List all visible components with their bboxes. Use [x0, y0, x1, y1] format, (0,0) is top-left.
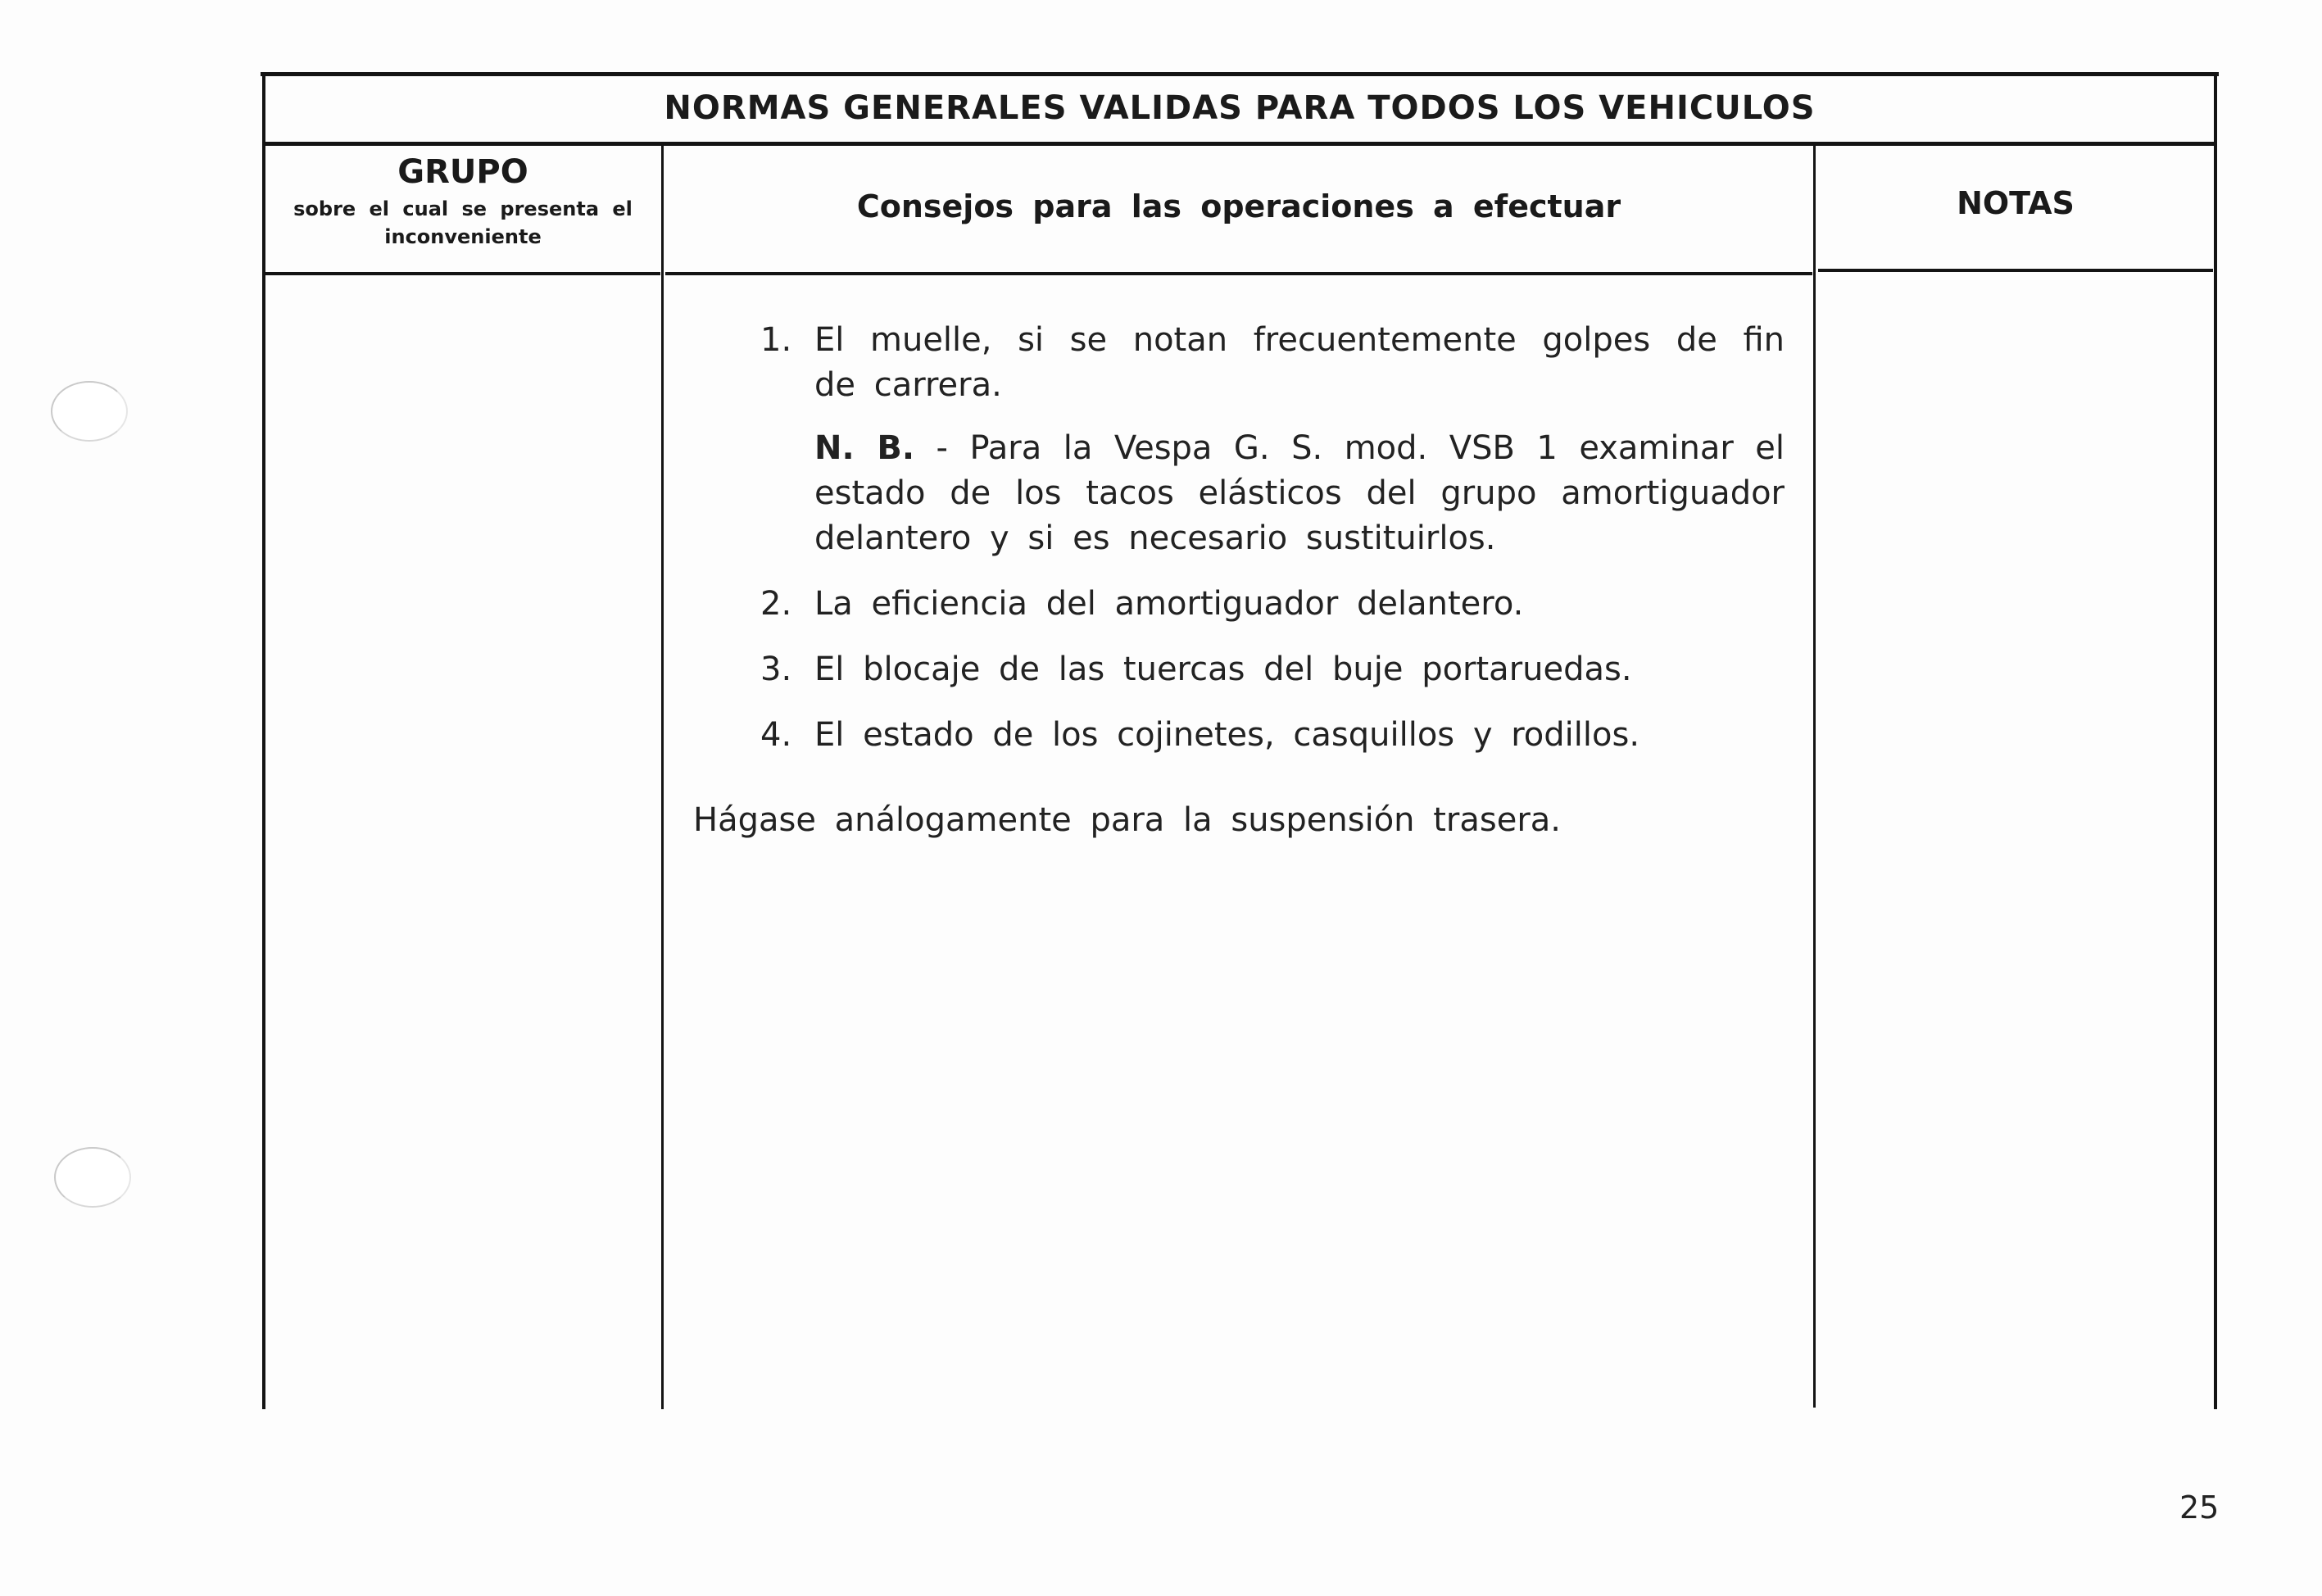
list-item-text: La eficiencia del amortiguador delantero.	[814, 585, 1524, 623]
list-item-text: El muelle, si se notan frecuentemente golpes de fin de carrera.	[814, 321, 1785, 404]
grupo-column-divider	[661, 146, 664, 1409]
notas-column-divider	[1813, 146, 1816, 1408]
list-item-number: 2.	[760, 585, 792, 623]
list-item-4	[760, 713, 1785, 758]
right-border	[2214, 72, 2217, 1409]
list-item-2	[760, 582, 1785, 627]
grupo-title: GRUPO	[397, 153, 528, 191]
list-item-text: El blocaje de las tuercas del buje portaruedas.	[814, 651, 1632, 688]
list-item-1	[760, 318, 1785, 408]
header-divider-consejos	[665, 272, 1812, 275]
column-header-consejos: Consejos para las operaciones a efectuar	[856, 188, 1621, 224]
header-divider-notas	[1818, 269, 2213, 272]
page-number: 25	[2179, 1489, 2220, 1526]
nota-bene-text: - Para la Vespa G. S. mod. VSB 1 examinar el estado de los tacos elásticos del grupo amortiguador delantero y si es necesario sustituirlos.	[814, 429, 1785, 557]
nota-bene	[814, 426, 1785, 561]
list-item-number: 1.	[760, 321, 792, 359]
nota-bene-label: N. B.	[814, 429, 915, 467]
list-item-3	[760, 647, 1785, 692]
title-divider	[264, 142, 2215, 146]
header-divider-grupo	[264, 272, 660, 275]
list-item-number: 4.	[760, 716, 792, 754]
list-item-number: 3.	[760, 651, 792, 688]
page-title: NORMAS GENERALES VALIDAS PARA TODOS LOS VEHICULOS	[664, 89, 1816, 127]
top-rule	[261, 72, 2219, 76]
binder-hole-bottom	[54, 1147, 131, 1208]
column-header-grupo	[270, 152, 655, 251]
grupo-subtitle: sobre el cual se presenta el inconveniente	[293, 197, 633, 248]
list-item-text: El estado de los cojinetes, casquillos y rodillos.	[814, 716, 1640, 754]
column-header-notas: NOTAS	[1957, 185, 2075, 221]
closing-instruction: Hágase análogamente para la suspensión trasera.	[693, 801, 1562, 839]
binder-hole-top	[51, 381, 128, 442]
